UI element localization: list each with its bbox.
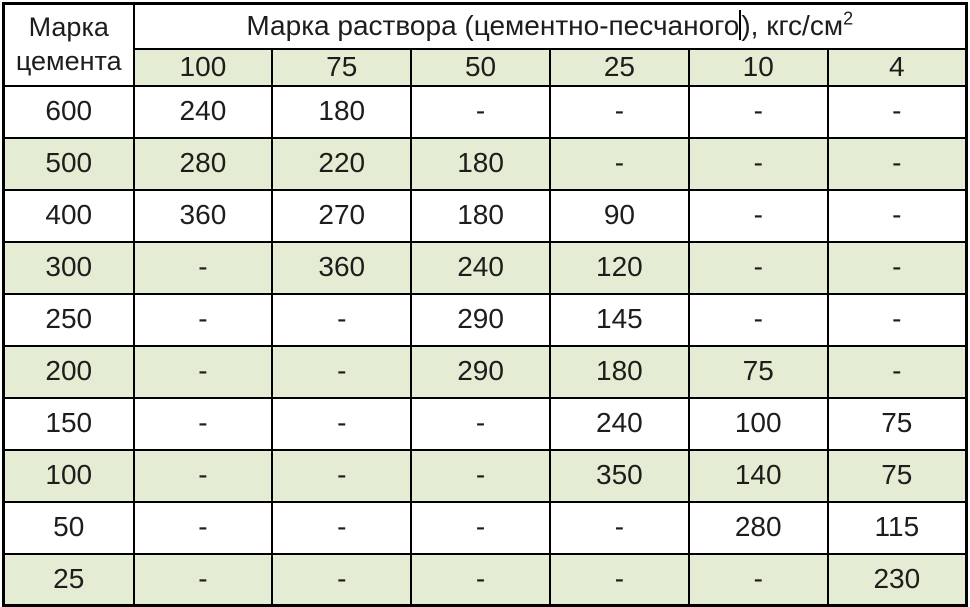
table-row <box>4 242 967 294</box>
mortar-grade-value-cell: 290 <box>411 346 550 398</box>
table-row <box>4 450 967 502</box>
mortar-grade-header-unit: ), кгс/см <box>741 10 844 42</box>
mortar-grade-value-cell: - <box>272 554 411 606</box>
mortar-grade-value-cell: - <box>411 450 550 502</box>
mortar-grade-value-cell: - <box>134 554 273 606</box>
mortar-grade-value-cell: - <box>828 294 967 346</box>
mortar-grades-row <box>4 49 967 86</box>
mortar-grade-header-superscript: 2 <box>843 8 854 29</box>
table-row <box>4 138 967 190</box>
mortar-grade-value-cell: - <box>550 138 689 190</box>
cement-grade-cell: 150 <box>4 398 134 450</box>
cement-grade-cell: 50 <box>4 502 134 554</box>
mortar-grade-value-cell: - <box>828 346 967 398</box>
mortar-grade-value-cell: 240 <box>411 242 550 294</box>
mortar-grade-value-cell: - <box>411 86 550 138</box>
mortar-grade-value-cell: 115 <box>828 502 967 554</box>
mortar-grade-value-cell: 240 <box>134 86 273 138</box>
mortar-grade-value-cell: - <box>689 554 828 606</box>
mortar-grade-value-cell: - <box>272 294 411 346</box>
table-row <box>4 190 967 242</box>
mortar-grade-value-cell: 360 <box>134 190 273 242</box>
mortar-grade-value-cell: - <box>134 502 273 554</box>
mortar-grade-value-cell: 280 <box>134 138 273 190</box>
mortar-grade-column-header: 50 <box>411 49 550 86</box>
cement-grade-cell: 25 <box>4 554 134 606</box>
cement-grade-cell: 100 <box>4 450 134 502</box>
mortar-grade-value-cell: - <box>828 242 967 294</box>
mortar-grade-value-cell: 290 <box>411 294 550 346</box>
mortar-grade-value-cell: - <box>134 294 273 346</box>
mortar-grade-value-cell: 350 <box>550 450 689 502</box>
mortar-grade-value-cell: - <box>689 294 828 346</box>
mortar-grade-value-cell: 360 <box>272 242 411 294</box>
mortar-grade-value-cell: 180 <box>411 138 550 190</box>
mortar-grade-value-cell: 220 <box>272 138 411 190</box>
mortar-grade-value-cell: 140 <box>689 450 828 502</box>
mortar-grade-value-cell: - <box>272 398 411 450</box>
table-row <box>4 294 967 346</box>
mortar-grade-value-cell: 280 <box>689 502 828 554</box>
mortar-grade-value-cell: - <box>411 398 550 450</box>
mortar-grade-value-cell: 145 <box>550 294 689 346</box>
table-row <box>4 398 967 450</box>
mortar-grade-value-cell: - <box>134 398 273 450</box>
table-row <box>4 554 967 606</box>
mortar-grade-column-header: 4 <box>828 49 967 86</box>
header-row-main <box>4 4 967 49</box>
mortar-grade-value-cell: 180 <box>272 86 411 138</box>
table-row <box>4 502 967 554</box>
mortar-grade-value-cell: - <box>689 190 828 242</box>
mortar-grade-value-cell: - <box>134 346 273 398</box>
cement-grade-cell: 400 <box>4 190 134 242</box>
mortar-grade-value-cell: - <box>134 450 273 502</box>
mortar-grade-header <box>134 4 967 49</box>
mortar-grade-value-cell: 120 <box>550 242 689 294</box>
mortar-grade-value-cell: - <box>550 86 689 138</box>
mortar-grade-column-header: 25 <box>550 49 689 86</box>
mortar-grade-value-cell: - <box>272 450 411 502</box>
cement-grade-cell: 200 <box>4 346 134 398</box>
mortar-grade-column-header: 10 <box>689 49 828 86</box>
cement-grade-cell: 300 <box>4 242 134 294</box>
mortar-grade-value-cell: 180 <box>411 190 550 242</box>
mortar-grade-value-cell: 180 <box>550 346 689 398</box>
mortar-grade-value-cell: 75 <box>828 398 967 450</box>
mortar-grade-value-cell: - <box>550 502 689 554</box>
mortar-grade-value-cell: - <box>550 554 689 606</box>
mortar-grade-value-cell: - <box>828 86 967 138</box>
mortar-grade-value-cell: - <box>272 502 411 554</box>
mortar-grade-value-cell: 230 <box>828 554 967 606</box>
mortar-grade-value-cell: 75 <box>828 450 967 502</box>
cement-grade-cell: 500 <box>4 138 134 190</box>
mortar-grade-value-cell: 90 <box>550 190 689 242</box>
mortar-grade-value-cell: - <box>828 190 967 242</box>
mortar-grade-value-cell: - <box>411 554 550 606</box>
cement-grade-cell: 250 <box>4 294 134 346</box>
mortar-grade-value-cell: - <box>272 346 411 398</box>
mortar-grade-value-cell: - <box>134 242 273 294</box>
cement-grade-cell: 600 <box>4 86 134 138</box>
mortar-grade-value-cell: - <box>828 138 967 190</box>
mortar-grade-header-text: Марка раствора (цементно-песчаного <box>246 10 740 42</box>
mortar-grade-value-cell: - <box>689 138 828 190</box>
table-row <box>4 346 967 398</box>
table-row <box>4 86 967 138</box>
mortar-grade-value-cell: - <box>689 242 828 294</box>
mortar-grade-value-cell: - <box>689 86 828 138</box>
mortar-grade-value-cell: 270 <box>272 190 411 242</box>
cement-grade-column-header: Марка цемента <box>4 4 134 86</box>
cement-mortar-grade-table <box>2 2 968 607</box>
mortar-grade-value-cell: - <box>411 502 550 554</box>
mortar-grade-value-cell: 100 <box>689 398 828 450</box>
mortar-grade-value-cell: 240 <box>550 398 689 450</box>
mortar-grade-column-header: 100 <box>134 49 273 86</box>
mortar-grade-value-cell: 75 <box>689 346 828 398</box>
mortar-grade-column-header: 75 <box>272 49 411 86</box>
